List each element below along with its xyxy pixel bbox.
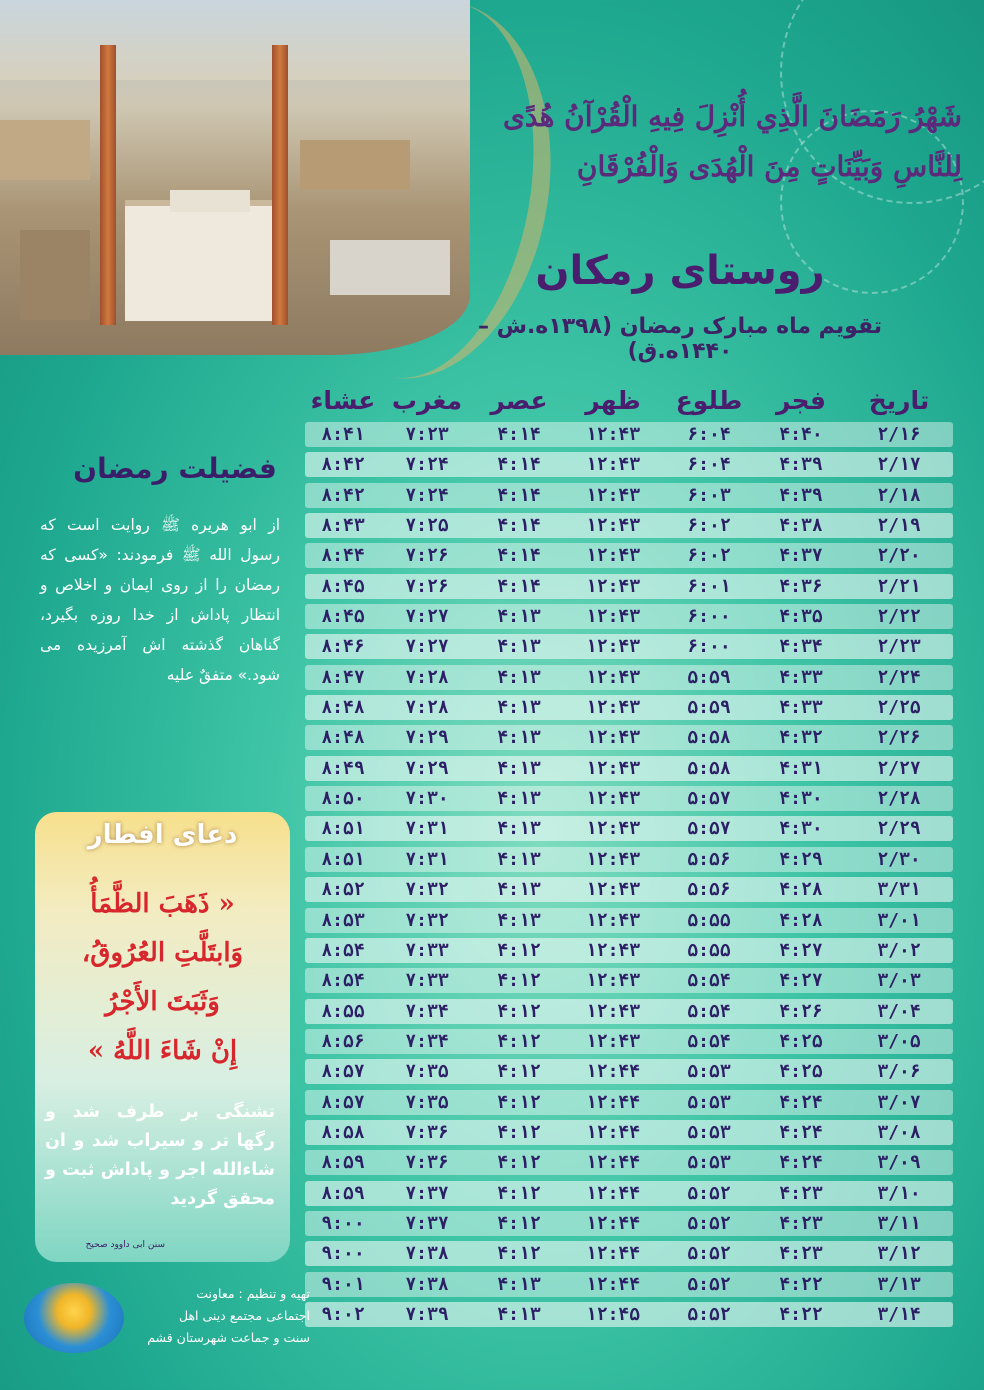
fajr-cell: ۴:۴۰ <box>779 424 823 445</box>
date-cell: ۲/۲۸ <box>877 788 921 810</box>
header-asr: عصر <box>490 385 548 415</box>
sunrise-cell: ۶:۰۴ <box>687 424 731 445</box>
asr-cell: ۴:۱۳ <box>497 879 541 901</box>
dhuhr-cell: ۱۲:۴۴ <box>585 1212 641 1234</box>
asr-cell: ۴:۱۳ <box>497 1303 541 1325</box>
asr-cell: ۴:۱۳ <box>497 666 541 688</box>
fajr-cell: ۴:۳۹ <box>779 484 823 506</box>
sunrise-cell: ۵:۵۵ <box>687 939 731 961</box>
table-row <box>305 1272 953 1297</box>
table-row <box>305 1090 953 1115</box>
dhuhr-cell: ۱۲:۴۳ <box>585 727 641 749</box>
credits <box>135 1283 310 1349</box>
sunrise-cell: ۵:۵۹ <box>687 697 731 719</box>
dua-arabic-text <box>45 880 280 1076</box>
date-cell: ۲/۲۲ <box>877 606 921 628</box>
fajr-cell: ۴:۳۵ <box>779 606 823 628</box>
sunrise-cell: ۶:۰۰ <box>687 636 731 658</box>
header-date: تاریخ <box>868 385 930 415</box>
sunrise-cell: ۵:۵۴ <box>687 1000 731 1022</box>
sunrise-cell: ۶:۰۴ <box>687 454 731 476</box>
table-row <box>305 1302 953 1327</box>
sunrise-cell: ۵:۵۹ <box>687 666 731 688</box>
date-cell: ۳/۰۲ <box>877 939 921 961</box>
fazilat-text: از ابو هریره ﷺ روایت است که رسول الله ﷺ فرمودند: «کسی که رمضان را از روی ایمان و اخلاص و انتظار پاداش از خدا روزه بگیرد، گناهان گذشته اش آمرزیده می شود.» متفقٌ علیه <box>40 516 280 684</box>
date-cell: ۲/۲۶ <box>877 727 921 749</box>
maghrib-cell: ۷:۲۸ <box>405 666 449 688</box>
date-cell: ۳/۱۳ <box>877 1273 921 1295</box>
asr-cell: ۴:۱۳ <box>497 1273 541 1295</box>
sunrise-cell: ۶:۰۳ <box>687 484 731 506</box>
date-cell: ۳/۱۰ <box>877 1182 921 1204</box>
table-row <box>305 604 953 629</box>
dhuhr-cell: ۱۲:۴۳ <box>585 818 641 840</box>
dhuhr-cell: ۱۲:۴۳ <box>585 545 641 567</box>
sunrise-cell: ۵:۵۶ <box>687 848 731 870</box>
fajr-cell: ۴:۳۰ <box>779 788 823 810</box>
date-cell: ۳/۱۱ <box>877 1212 921 1234</box>
isha-cell: ۸:۴۲ <box>321 454 365 476</box>
table-row <box>305 725 953 750</box>
isha-cell: ۹:۰۰ <box>321 1243 365 1265</box>
isha-cell: ۸:۵۲ <box>321 879 365 901</box>
isha-cell: ۹:۰۱ <box>321 1273 365 1295</box>
sunrise-cell: ۵:۵۷ <box>687 818 731 840</box>
maghrib-cell: ۷:۲۷ <box>405 636 449 658</box>
table-row <box>305 786 953 811</box>
header-maghrib: مغرب <box>391 385 463 415</box>
table-row <box>305 1181 953 1206</box>
table-row <box>305 1059 953 1084</box>
date-cell: ۳/۰۵ <box>877 1030 921 1052</box>
asr-cell: ۴:۱۲ <box>497 1152 541 1174</box>
isha-cell: ۸:۴۵ <box>321 606 365 628</box>
table-row <box>305 968 953 993</box>
fajr-cell: ۴:۲۶ <box>779 1000 823 1022</box>
isha-cell: ۸:۵۵ <box>321 1000 365 1022</box>
table-row <box>305 483 953 508</box>
fajr-cell: ۴:۲۳ <box>779 1182 823 1204</box>
maghrib-cell: ۷:۳۰ <box>405 788 449 810</box>
isha-cell: ۸:۴۴ <box>321 545 365 567</box>
asr-cell: ۴:۱۴ <box>497 575 541 597</box>
fazilat-title: فضیلت رمضان <box>73 452 277 485</box>
table-row <box>305 513 953 538</box>
maghrib-cell: ۷:۳۶ <box>405 1152 449 1174</box>
table-row <box>305 847 953 872</box>
sunrise-cell: ۶:۰۰ <box>687 606 731 628</box>
fajr-cell: ۴:۲۷ <box>779 939 823 961</box>
date-cell: ۳/۰۱ <box>877 909 921 931</box>
dhuhr-cell: ۱۲:۴۴ <box>585 1091 641 1113</box>
fajr-cell: ۴:۳۶ <box>779 575 823 597</box>
fajr-cell: ۴:۲۳ <box>779 1212 823 1234</box>
date-cell: ۳/۰۹ <box>877 1152 921 1174</box>
dhuhr-cell: ۱۲:۴۳ <box>585 697 641 719</box>
table-header <box>305 378 953 422</box>
table-row <box>305 543 953 568</box>
dhuhr-cell: ۱۲:۴۳ <box>585 484 641 506</box>
fajr-cell: ۴:۲۴ <box>779 1121 823 1143</box>
date-cell: ۳/۰۳ <box>877 970 921 992</box>
maghrib-cell: ۷:۲۹ <box>405 727 449 749</box>
sunrise-cell: ۶:۰۲ <box>687 545 731 567</box>
date-cell: ۳/۰۶ <box>877 1061 921 1083</box>
maghrib-cell: ۷:۳۱ <box>405 818 449 840</box>
fajr-cell: ۴:۲۴ <box>779 1152 823 1174</box>
dua-line: « ذَهَبَ الظَّمَأُ <box>90 889 235 919</box>
table-row <box>305 452 953 477</box>
dhuhr-cell: ۱۲:۴۳ <box>585 424 641 445</box>
date-cell: ۳/۱۲ <box>877 1243 921 1265</box>
sunrise-cell: ۶:۰۱ <box>687 575 731 597</box>
date-cell: ۲/۱۷ <box>877 454 921 476</box>
dhuhr-cell: ۱۲:۴۳ <box>585 1000 641 1022</box>
fajr-cell: ۴:۳۸ <box>779 515 823 537</box>
date-cell: ۲/۲۳ <box>877 636 921 658</box>
quran-verse-line-1: شَهْرُ رَمَضَانَ الَّذِي أُنْزِلَ فِيهِ الْقُرْآنُ هُدًى <box>503 100 962 133</box>
fajr-cell: ۴:۳۰ <box>779 818 823 840</box>
fajr-cell: ۴:۲۲ <box>779 1303 823 1325</box>
table-row <box>305 877 953 902</box>
date-cell: ۳/۱۴ <box>877 1303 921 1325</box>
fajr-cell: ۴:۲۹ <box>779 848 823 870</box>
sunrise-cell: ۵:۵۲ <box>687 1243 731 1265</box>
maghrib-cell: ۷:۳۵ <box>405 1091 449 1113</box>
table-row <box>305 665 953 690</box>
sunrise-cell: ۵:۵۲ <box>687 1212 731 1234</box>
maghrib-cell: ۷:۲۶ <box>405 575 449 597</box>
table-row <box>305 999 953 1024</box>
isha-cell: ۸:۵۸ <box>321 1121 365 1143</box>
header-dhuhr: ظهر <box>585 385 641 415</box>
asr-cell: ۴:۱۳ <box>497 727 541 749</box>
isha-cell: ۸:۵۴ <box>321 939 365 961</box>
credits-line: اجتماعی مجتمع دینی اهل <box>179 1308 310 1323</box>
sunrise-cell: ۵:۵۴ <box>687 1030 731 1052</box>
fajr-cell: ۴:۲۲ <box>779 1273 823 1295</box>
asr-cell: ۴:۱۳ <box>497 848 541 870</box>
dua-title: دعای افطار <box>87 820 238 850</box>
asr-cell: ۴:۱۳ <box>497 697 541 719</box>
asr-cell: ۴:۱۳ <box>497 636 541 658</box>
dhuhr-cell: ۱۲:۴۳ <box>585 879 641 901</box>
isha-cell: ۸:۴۸ <box>321 727 365 749</box>
mosque-building <box>125 200 275 321</box>
sunrise-cell: ۵:۵۸ <box>687 727 731 749</box>
date-cell: ۲/۲۷ <box>877 757 921 779</box>
maghrib-cell: ۷:۲۵ <box>405 515 449 537</box>
dhuhr-cell: ۱۲:۴۴ <box>585 1273 641 1295</box>
isha-cell: ۹:۰۰ <box>321 1212 365 1234</box>
isha-cell: ۸:۴۷ <box>321 666 365 688</box>
fajr-cell: ۴:۲۵ <box>779 1061 823 1083</box>
fajr-cell: ۴:۳۷ <box>779 545 823 567</box>
maghrib-cell: ۷:۳۸ <box>405 1273 449 1295</box>
dhuhr-cell: ۱۲:۴۳ <box>585 606 641 628</box>
sunrise-cell: ۵:۵۴ <box>687 970 731 992</box>
quran-verse-line-2: لِلنَّاسِ وَبَيِّنَاتٍ مِنَ الْهُدَى وَالْفُرْقَانِ <box>576 150 962 183</box>
isha-cell: ۸:۴۳ <box>321 515 365 537</box>
fajr-cell: ۴:۲۸ <box>779 879 823 901</box>
fajr-cell: ۴:۳۹ <box>779 454 823 476</box>
fajr-cell: ۴:۲۳ <box>779 1243 823 1265</box>
table-row <box>305 938 953 963</box>
isha-cell: ۸:۵۶ <box>321 1030 365 1052</box>
maghrib-cell: ۷:۳۱ <box>405 848 449 870</box>
dhuhr-cell: ۱۲:۴۳ <box>585 909 641 931</box>
minaret <box>272 45 288 325</box>
sunrise-cell: ۵:۵۲ <box>687 1303 731 1325</box>
maghrib-cell: ۷:۲۶ <box>405 545 449 567</box>
village-title: روستای رمکان <box>535 248 825 294</box>
table-row <box>305 908 953 933</box>
maghrib-cell: ۷:۳۳ <box>405 939 449 961</box>
isha-cell: ۸:۵۹ <box>321 1182 365 1204</box>
maghrib-cell: ۷:۳۷ <box>405 1182 449 1204</box>
table-row <box>305 422 953 447</box>
table-row <box>305 574 953 599</box>
date-cell: ۲/۱۸ <box>877 484 921 506</box>
prayer-times-table <box>305 378 953 1332</box>
header-isha: عشاء <box>310 385 376 415</box>
dhuhr-cell: ۱۲:۴۳ <box>585 515 641 537</box>
asr-cell: ۴:۱۲ <box>497 939 541 961</box>
asr-cell: ۴:۱۳ <box>497 818 541 840</box>
maghrib-cell: ۷:۳۲ <box>405 879 449 901</box>
credits-line: سنت و جماعت شهرستان قشم <box>147 1330 310 1345</box>
maghrib-cell: ۷:۲۹ <box>405 757 449 779</box>
date-cell: ۲/۱۹ <box>877 515 921 537</box>
dhuhr-cell: ۱۲:۴۳ <box>585 970 641 992</box>
table-row <box>305 756 953 781</box>
isha-cell: ۸:۴۹ <box>321 757 365 779</box>
fajr-cell: ۴:۳۴ <box>779 636 823 658</box>
asr-cell: ۴:۱۳ <box>497 909 541 931</box>
date-cell: ۲/۱۶ <box>877 424 921 445</box>
dhuhr-cell: ۱۲:۴۴ <box>585 1121 641 1143</box>
dhuhr-cell: ۱۲:۴۳ <box>585 939 641 961</box>
asr-cell: ۴:۱۳ <box>497 757 541 779</box>
dua-source: سنن ابی داوود صحیح <box>85 1240 165 1250</box>
maghrib-cell: ۷:۳۷ <box>405 1212 449 1234</box>
dhuhr-cell: ۱۲:۴۳ <box>585 1030 641 1052</box>
maghrib-cell: ۷:۳۴ <box>405 1030 449 1052</box>
maghrib-cell: ۷:۳۸ <box>405 1243 449 1265</box>
dua-line: وَابتَلَّتِ العُرُوقُ، <box>81 938 244 968</box>
isha-cell: ۸:۵۴ <box>321 970 365 992</box>
table-row <box>305 1211 953 1236</box>
isha-cell: ۸:۵۹ <box>321 1152 365 1174</box>
maghrib-cell: ۷:۲۷ <box>405 606 449 628</box>
fajr-cell: ۴:۳۱ <box>779 757 823 779</box>
dua-translation: تشنگی بر طرف شد و رگها تر و سیراب شد و ان شاءالله اجر و پاداش ثبت و محقق گردید <box>45 1102 275 1209</box>
asr-cell: ۴:۱۲ <box>497 1182 541 1204</box>
asr-cell: ۴:۱۲ <box>497 1121 541 1143</box>
sunrise-cell: ۵:۵۸ <box>687 757 731 779</box>
isha-cell: ۸:۴۱ <box>321 424 365 445</box>
maghrib-cell: ۷:۲۸ <box>405 697 449 719</box>
minaret <box>100 45 116 325</box>
date-cell: ۲/۳۰ <box>877 848 921 870</box>
fajr-cell: ۴:۲۵ <box>779 1030 823 1052</box>
dhuhr-cell: ۱۲:۴۴ <box>585 1243 641 1265</box>
asr-cell: ۴:۱۴ <box>497 484 541 506</box>
asr-cell: ۴:۱۲ <box>497 970 541 992</box>
dhuhr-cell: ۱۲:۴۳ <box>585 454 641 476</box>
isha-cell: ۸:۴۸ <box>321 697 365 719</box>
organization-logo <box>24 1283 124 1353</box>
maghrib-cell: ۷:۳۲ <box>405 909 449 931</box>
fajr-cell: ۴:۲۷ <box>779 970 823 992</box>
isha-cell: ۸:۵۱ <box>321 818 365 840</box>
sunrise-cell: ۵:۵۳ <box>687 1121 731 1143</box>
dhuhr-cell: ۱۲:۴۳ <box>585 848 641 870</box>
dhuhr-cell: ۱۲:۴۴ <box>585 1152 641 1174</box>
table-body <box>305 422 953 1327</box>
date-cell: ۲/۲۰ <box>877 545 921 567</box>
isha-cell: ۸:۵۰ <box>321 788 365 810</box>
dhuhr-cell: ۱۲:۴۳ <box>585 788 641 810</box>
date-cell: ۳/۳۱ <box>877 879 921 901</box>
fajr-cell: ۴:۳۳ <box>779 697 823 719</box>
sunrise-cell: ۵:۵۳ <box>687 1091 731 1113</box>
sunrise-cell: ۶:۰۲ <box>687 515 731 537</box>
fajr-cell: ۴:۳۲ <box>779 727 823 749</box>
maghrib-cell: ۷:۲۴ <box>405 454 449 476</box>
table-row <box>305 1150 953 1175</box>
dhuhr-cell: ۱۲:۴۳ <box>585 666 641 688</box>
sunrise-cell: ۵:۵۲ <box>687 1273 731 1295</box>
sunrise-cell: ۵:۵۵ <box>687 909 731 931</box>
isha-cell: ۸:۴۶ <box>321 636 365 658</box>
isha-cell: ۸:۵۷ <box>321 1061 365 1083</box>
fajr-cell: ۴:۲۴ <box>779 1091 823 1113</box>
asr-cell: ۴:۱۴ <box>497 515 541 537</box>
maghrib-cell: ۷:۳۵ <box>405 1061 449 1083</box>
sunrise-cell: ۵:۵۳ <box>687 1152 731 1174</box>
isha-cell: ۸:۴۲ <box>321 484 365 506</box>
isha-cell: ۸:۵۷ <box>321 1091 365 1113</box>
sunrise-cell: ۵:۵۳ <box>687 1061 731 1083</box>
maghrib-cell: ۷:۳۴ <box>405 1000 449 1022</box>
dhuhr-cell: ۱۲:۴۳ <box>585 575 641 597</box>
date-cell: ۲/۲۵ <box>877 697 921 719</box>
date-cell: ۲/۲۱ <box>877 575 921 597</box>
sunrise-cell: ۵:۵۶ <box>687 879 731 901</box>
sunrise-cell: ۵:۵۲ <box>687 1182 731 1204</box>
date-cell: ۳/۰۴ <box>877 1000 921 1022</box>
header-sunrise: طلوع <box>675 385 743 415</box>
maghrib-cell: ۷:۲۴ <box>405 484 449 506</box>
dhuhr-cell: ۱۲:۴۳ <box>585 757 641 779</box>
calendar-subtitle: تقویم ماه مبارک رمضان (۱۳۹۸ه.ش – ۱۴۴۰ه.ق) <box>477 314 883 364</box>
asr-cell: ۴:۱۲ <box>497 1030 541 1052</box>
dhuhr-cell: ۱۲:۴۵ <box>585 1303 641 1325</box>
maghrib-cell: ۷:۳۶ <box>405 1121 449 1143</box>
isha-cell: ۹:۰۲ <box>321 1303 365 1325</box>
dhuhr-cell: ۱۲:۴۴ <box>585 1182 641 1204</box>
asr-cell: ۴:۱۲ <box>497 1091 541 1113</box>
asr-cell: ۴:۱۴ <box>497 424 541 445</box>
table-row <box>305 1029 953 1054</box>
asr-cell: ۴:۱۴ <box>497 545 541 567</box>
table-row <box>305 1120 953 1145</box>
isha-cell: ۸:۵۳ <box>321 909 365 931</box>
maghrib-cell: ۷:۲۳ <box>405 424 449 445</box>
date-cell: ۳/۰۷ <box>877 1091 921 1113</box>
header-fajr: فجر <box>776 385 826 415</box>
isha-cell: ۸:۴۵ <box>321 575 365 597</box>
dhuhr-cell: ۱۲:۴۴ <box>585 1061 641 1083</box>
asr-cell: ۴:۱۲ <box>497 1061 541 1083</box>
date-cell: ۲/۲۴ <box>877 666 921 688</box>
table-row <box>305 816 953 841</box>
fajr-cell: ۴:۲۸ <box>779 909 823 931</box>
asr-cell: ۴:۱۳ <box>497 788 541 810</box>
table-row <box>305 695 953 720</box>
date-cell: ۲/۲۹ <box>877 818 921 840</box>
sunrise-cell: ۵:۵۷ <box>687 788 731 810</box>
credits-line: تهیه و تنظیم : معاونت <box>196 1286 310 1301</box>
asr-cell: ۴:۱۳ <box>497 606 541 628</box>
maghrib-cell: ۷:۳۹ <box>405 1303 449 1325</box>
dua-line: إِنْ شَاءَ اللَّهُ » <box>87 1036 238 1066</box>
asr-cell: ۴:۱۲ <box>497 1243 541 1265</box>
dua-line: وَثَبَتَ الأَجْرُ <box>105 987 220 1017</box>
isha-cell: ۸:۵۱ <box>321 848 365 870</box>
date-cell: ۳/۰۸ <box>877 1121 921 1143</box>
maghrib-cell: ۷:۳۳ <box>405 970 449 992</box>
asr-cell: ۴:۱۲ <box>497 1000 541 1022</box>
asr-cell: ۴:۱۲ <box>497 1212 541 1234</box>
table-row <box>305 1241 953 1266</box>
fajr-cell: ۴:۳۳ <box>779 666 823 688</box>
asr-cell: ۴:۱۴ <box>497 454 541 476</box>
table-row <box>305 634 953 659</box>
dhuhr-cell: ۱۲:۴۳ <box>585 636 641 658</box>
